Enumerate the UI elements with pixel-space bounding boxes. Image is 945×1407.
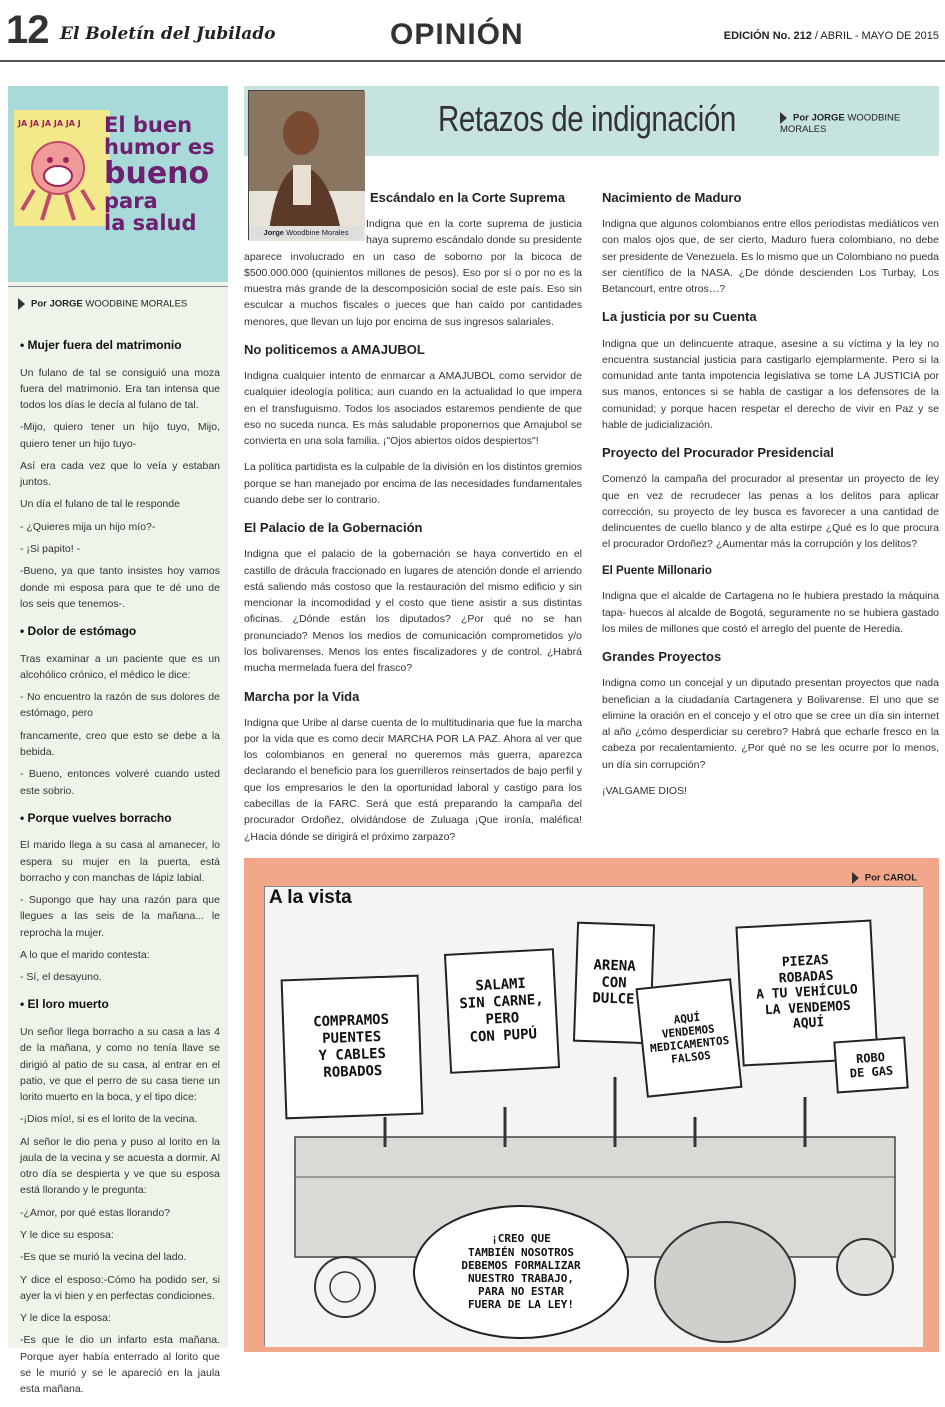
joke-paragraph: - ¿Quieres mija un hijo mío?- bbox=[20, 520, 156, 533]
article-title: Retazos de indignación bbox=[438, 98, 736, 139]
section-heading: Escándalo en la Corte Suprema bbox=[370, 190, 566, 205]
joke-title: • Dolor de estómago bbox=[20, 622, 220, 641]
byline-prefix: Por bbox=[864, 872, 881, 884]
jokes-list bbox=[20, 332, 220, 1407]
section-paragraph: ¡VALGAME DIOS! bbox=[602, 785, 687, 798]
joke-paragraph: Un fulano de tal se consiguió una moza fuera del matrimonio. Era tan intensa que todos los días le decía al fulano de tal. bbox=[20, 366, 220, 412]
joke-paragraph: -Mijo, quiero tener un hijo tuyo, Mijo, quiero tener un hijo tuyo- bbox=[20, 421, 220, 450]
joke-paragraph: -¡Dios mío!, si es el lorito de la vecina. bbox=[20, 1113, 198, 1126]
humor-banner bbox=[8, 86, 228, 282]
humor-sidebar bbox=[8, 86, 228, 1396]
sign-arena: ARENA CON DULCE bbox=[573, 922, 655, 1045]
section-paragraph: Indigna que algunos colombianos entre ellos periodistas mediáticos ven con malos ojos que, de ser cierto, Maduro fuera colombiano, no debe ser presidente de Venezuela. Es lo mismo que un Colombiano no pueda ser científico de la NASA. ¿De dónde descienden Los Turbay, Los Betancourt, entre otros…? bbox=[602, 218, 939, 296]
section-paragraph: Indigna que el alcalde de Cartagena no le hubiera prestado la máquina tapa- huecos al alcalde de Bogotá, seguramente no se hubiera gastado los miles de millones que costó el arreglo del puente de Heredia. bbox=[602, 590, 939, 636]
byline-rest: WOODBINE MORALES bbox=[85, 298, 188, 310]
joke-paragraph: Un día el fulano de tal le responde bbox=[20, 498, 180, 511]
byline-name: JORGE bbox=[49, 298, 83, 310]
section-heading: Nacimiento de Maduro bbox=[602, 190, 742, 205]
section-paragraph: Indigna cualquier intento de enmarcar a AMAJUBOL como servidor de cualquier ideología política; aun cuando en la actualidad lo que impera en el transfuguismo. Todos los asociados estaremos pendiente de que eso no suceda nunca. Es más saludable proponernos que Amajubol se convierta en una sola familia. ¡"Ojos abiertos oídos despiertos"! bbox=[244, 370, 582, 448]
article-column-left bbox=[244, 186, 582, 855]
cartoon-byline bbox=[852, 872, 917, 884]
joke-paragraph: Tras examinar a un paciente que es un alcohólico crónico, el médico le dice: bbox=[20, 652, 220, 681]
humor-line-1: El buen bbox=[104, 113, 193, 137]
cartoon-drawing bbox=[264, 886, 922, 1346]
joke-paragraph: -Es que le dio un infarto esta mañana. Porque ayer había enterrado al lorito que se le murió y se le apareció en la jaula esta mañana. bbox=[20, 1334, 220, 1396]
article-column-right bbox=[602, 186, 939, 809]
section-paragraph: Indigna que en la corte suprema de justicia haya supremo escándalo donde su presidente aparece involucrado en un caso de soborno por la bicoca de $500.000.000 (quinientos millones de pesos). Eso por sí o por no es la muestra más grande de la descomposición social de este país. Eso sin esculcar a muchos fiscales o jueces que han caído por cantidades menores, que llevan un lujo por encima de sus ingresos salariales. bbox=[244, 218, 582, 328]
humor-line-4: para bbox=[104, 188, 158, 213]
joke-paragraph: Y dice el esposo:-Cómo ha podido ser, si ayer la vi bien y en perfectas condiciones. bbox=[20, 1273, 220, 1302]
joke-paragraph: A lo que el marido contesta: bbox=[20, 948, 150, 961]
laughing-face-illustration bbox=[14, 110, 110, 226]
section-heading: Proyecto del Procurador Presidencial bbox=[602, 445, 834, 461]
byline-name: CAROL bbox=[883, 872, 917, 884]
joke-paragraph: - Sí, el desayuno. bbox=[20, 971, 102, 984]
edition-info bbox=[724, 30, 939, 42]
newspaper-name: El Boletín del Jubilado bbox=[60, 24, 276, 44]
edition-date: / ABRIL - MAYO DE 2015 bbox=[814, 30, 939, 42]
joke-paragraph: Y le dice su esposa: bbox=[20, 1229, 114, 1241]
arrow-right-icon bbox=[18, 298, 25, 310]
humor-line-2: humor es bbox=[104, 135, 215, 160]
joke-item bbox=[20, 809, 220, 986]
joke-paragraph: Al señor le dio pena y puso al lorito en la jaula de la vecina y se acuesta a dormir. Al otro día se despierta y ve que su esposa está llorando y le pregunta: bbox=[20, 1135, 220, 1197]
edition-label: EDICIÓN bbox=[723, 30, 770, 42]
photo-caption-rest: Woodbine Morales bbox=[286, 228, 349, 237]
photo-caption-name: Jorge bbox=[263, 228, 284, 237]
joke-paragraph: - ¡Si papito! - bbox=[20, 542, 81, 555]
joke-paragraph: - No encuentro la razón de sus dolores de estómago, pero bbox=[20, 691, 220, 720]
cartoon-panel bbox=[244, 858, 939, 1352]
section-heading: No politicemos a AMAJUBOL bbox=[244, 342, 425, 357]
sign-salami: SALAMI SIN CARNE, PERO CON PUPÚ bbox=[444, 948, 560, 1074]
joke-paragraph: Así era cada vez que lo veía y estaban juntos. bbox=[20, 459, 220, 489]
joke-item bbox=[20, 336, 220, 612]
portrait-spacer bbox=[244, 216, 366, 246]
section-heading: El Puente Millonario bbox=[602, 564, 712, 577]
joke-item bbox=[20, 995, 220, 1397]
byline-prefix: Por bbox=[31, 298, 47, 310]
joke-paragraph: - Supongo que hay una razón para que llegues a las seis de la mañana... le reprocha la mujer. bbox=[20, 894, 220, 939]
joke-paragraph: Y le dice la esposa: bbox=[20, 1312, 111, 1325]
humor-line-5: la salud bbox=[104, 210, 197, 235]
laugh-text: JA JA JA JA JA J bbox=[18, 119, 81, 128]
speech-bubble: ¡CREO QUE TAMBIÉN NOSOTROS DEBEMOS FORMALIZAR NUESTRO TRABAJO, PARA NO ESTAR FUERA DE LA LEY! bbox=[413, 1205, 629, 1339]
joke-paragraph: - Bueno, entonces volveré cuando usted este sobrio. bbox=[20, 768, 220, 797]
arrow-right-icon bbox=[780, 112, 787, 124]
edition-number: No. 212 bbox=[772, 30, 812, 42]
humor-heading bbox=[104, 114, 215, 234]
joke-paragraph: -Es que se murió la vecina del lado. bbox=[20, 1251, 187, 1264]
page-header bbox=[0, 0, 945, 62]
joke-title: • Mujer fuera del matrimonio bbox=[20, 336, 220, 355]
sign-medicamentos: AQUÍ VENDEMOS MEDICAMENTOS FALSOS bbox=[636, 978, 743, 1097]
section-heading: La justicia por su Cuenta bbox=[602, 309, 757, 325]
joke-title: • El loro muerto bbox=[20, 995, 220, 1014]
byline-name: JORGE bbox=[811, 112, 845, 124]
page-number: 12 bbox=[6, 8, 49, 52]
arrow-right-icon bbox=[852, 872, 859, 884]
sign-robo-gas: ROBO DE GAS bbox=[833, 1037, 908, 1094]
humor-line-3: bueno bbox=[104, 156, 210, 192]
section-paragraph: La política partidista es la culpable de la división en los distintos gremios porque se han manejado por encima de las necesidades fundamentales cuando debe ser lo contrario. bbox=[244, 461, 582, 506]
joke-paragraph: El marido llega a su casa al amanecer, lo espera su mujer en la puerta, está borracho y con manchas de lápiz labial. bbox=[20, 839, 220, 884]
byline-prefix: Por bbox=[793, 112, 809, 124]
section-heading: El Palacio de la Gobernación bbox=[244, 520, 423, 536]
joke-paragraph: francamente, creo que esto se debe a la bebida. bbox=[20, 729, 220, 758]
section-paragraph: Indigna que el palacio de la gobernación se haya convertido en el castillo de drácula fraccionado en lugares de atención donde el arriendo está saliendo más costoso que la restauración del mismo edificio y sin mencionar la incomodidad y el costo que tiene asistir a sus distintas oficinas. ¿Dónde están los diputados? ¿Por qué no se han pronunciado? Menos los medios de comunicación comprometidos y/o los bolivarenses. Menos los entes fiscalizadores y de control. ¿Habrá mucha mermelada fuera del frasco? bbox=[244, 548, 582, 675]
sign-piezas: PIEZAS ROBADAS A TU VEHÍCULO LA VENDEMOS AQUÍ bbox=[735, 920, 878, 1067]
sign-compramos: COMPRAMOS PUENTES Y CABLES ROBADOS bbox=[281, 975, 424, 1120]
cartoon-title: A la vista bbox=[269, 887, 352, 908]
section-title: OPINIÓN bbox=[390, 18, 524, 51]
section-heading: Marcha por la Vida bbox=[244, 688, 360, 704]
byline-rest: WOODBINE MORALES bbox=[780, 112, 901, 135]
joke-title: • Porque vuelves borracho bbox=[20, 809, 220, 828]
joke-paragraph: -Bueno, ya que tanto insistes hoy vamos donde mi esposa para que te dé uno de los seis que tenemos-. bbox=[20, 565, 220, 610]
section-paragraph: Comenzó la campaña del procurador al presentar un proyecto de ley que en vez de recrudecer las penas a los delitos para aplicar corrección, su proyecto de ley busca es favorecer a una cantidad de delincuentes de cuello blanco y de alta estirpe ¿Qué es lo que procura el procurador Ordoñez? ¿Aumentar más la corrupción y los delitos? bbox=[602, 473, 939, 551]
section-paragraph: Indigna como un concejal y un diputado presentan proyectos que nada benefician a la ciudadanía Cartagenera y Bolivarense. El uno que se elimine la oración en el concejo y el otro que se cree un día sin internet al año ¿cómo desperdiciar su cerebro? Habrá que echarle fresco en la cabeza por recalentamiento. ¿Por qué no se les ocurre por lo menos, un día sin corrupción? bbox=[602, 677, 939, 771]
section-paragraph: Indigna que Uribe al darse cuenta de lo multitudinaria que fue la marcha por la vida que es como decir MARCHA POR LA PAZ. Ahora al ver que los colombianos en general no queremos más guerra, aparezca declarando el beneficio para los guerrilleros reinsertados de bajo perfil y que los empresarios le den la oportunidad laboral y castigo para los cabecillas de la FARC. Será que está preparando la campaña del procurador Ordoñez, olvidándose de Zuluaga ¡Que ironía, maléfica! ¿Hacia dónde se dirigirá el próximo zarpazo? bbox=[244, 716, 582, 843]
joke-paragraph: -¿Amor, por qué estas llorando? bbox=[20, 1206, 170, 1219]
joke-item bbox=[20, 622, 220, 799]
sidebar-byline bbox=[18, 298, 187, 310]
section-heading: Grandes Proyectos bbox=[602, 649, 722, 665]
sidebar-divider bbox=[8, 286, 228, 287]
section-paragraph: Indigna que un delincuente atraque, asesine a su víctima y la ley no encuentra sustancial justicia para castigarlo ejemplarmente. Pero si la comunidad ante tanta impotencia legislativa se tome LA JUSTICIA por sus manos, entonces si se habla de castigar a los defensores de la comunidad; y porque hacen respetar el derecho de vivir en Paz y se hable de judicialización. bbox=[602, 337, 939, 431]
article-byline bbox=[780, 112, 945, 135]
joke-paragraph: Un señor llega borracho a su casa a las 4 de la mañana, y como no tenía llave se dirigió al patio de su casa, al entrar en el patio, ve que el perro de su casa tiene un lorito muerto en la boca, y el tipo dice: bbox=[20, 1026, 220, 1104]
